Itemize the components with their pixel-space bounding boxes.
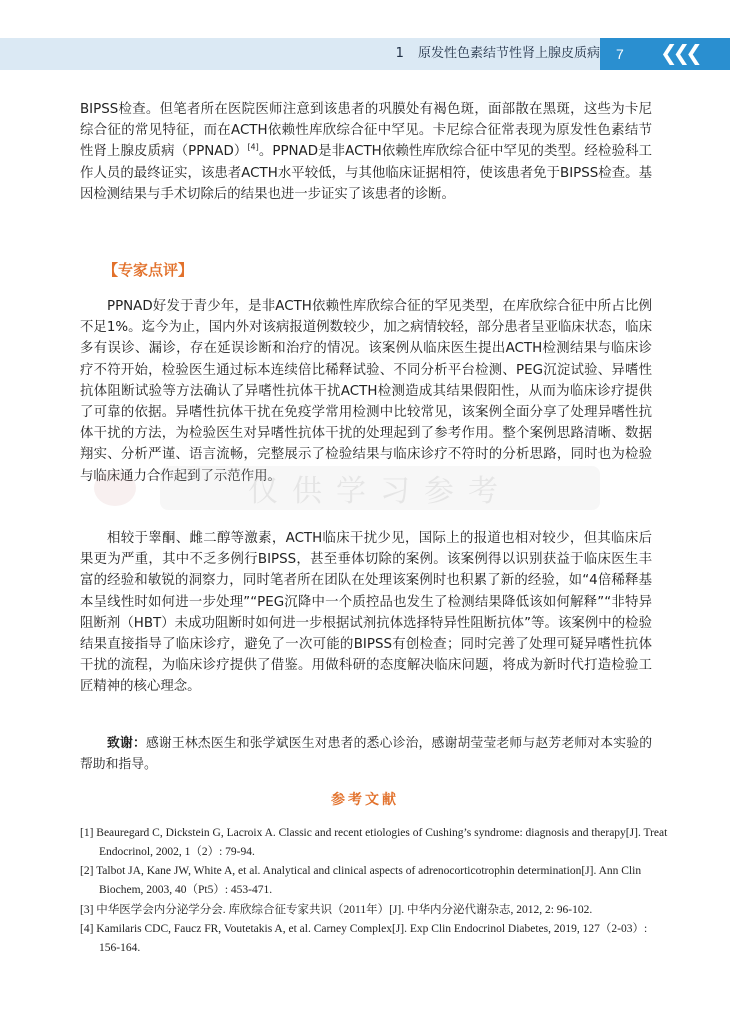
page-number: 7	[616, 46, 624, 62]
paragraph-1-part-b: 。PPNAD是非ACTH依赖性库欣综合征中罕见的类型。经检验科工作人员的最终证实，该患者ACTH水平较低，与其他临床证据相符，使该患者免于BIPSS检查。基因检测结果与手术切除后的结果也进一步证实了该患者的诊断。	[80, 144, 652, 202]
paragraph-1-part-a: BIPSS检查。但笔者所在医院医师注意到该患者的巩膜处有褐色斑，面部散在黑斑，这些为卡尼综合征的常见特征，而在ACTH依赖性库欣综合征中罕见。卡尼综合征常表现为原发性色素结节性肾上腺皮质病（PPNAD）	[80, 102, 652, 160]
chevron-left-icon: ❮❮❮	[660, 41, 698, 65]
reference-item-3: [3] 中华医学会内分泌学分会. 库欣综合征专家共识（2011年）[J]. 中华内分泌代谢杂志, 2012, 2: 96-102.	[80, 904, 593, 916]
paragraph-expert-2: 相较于睾酮、雌二醇等激素，ACTH临床干扰少见，国际上的报道也相对较少，但其临床后果更为严重，其中不乏多例行BIPSS，甚至垂体切除的案例。该案例得以识别获益于临床医生丰富的经验和敏锐的洞察力，同时笔者所在团队在处理该案例时也积累了新的经验，如“4倍稀释基本呈线性时如何进一步处理”“PEG沉降中一个质控品也发生了检测结果降低该如何解释”“非特异阻断剂（HBT）未成功阻断时如何进一步根据试剂抗体选择特异性阻断抗体”等。该案例中的检验结果直接指导了临床诊疗，避免了一次可能的BIPSS有创检查；同时完善了处理可疑异嗜性抗体干扰的流程，为临床诊疗提供了借鉴。用做科研的态度解决临床问题，将成为新时代打造检验工匠精神的核心理念。	[80, 531, 652, 695]
section-heading-expert-comment: 【专家点评】	[103, 261, 194, 279]
chapter-title: 原发性色素结节性肾上腺皮质病	[417, 46, 600, 61]
chapter-number: 1	[395, 46, 404, 61]
paragraph-case-continuation	[80, 99, 652, 205]
acknowledgement-text: 感谢王林杰医生和张学斌医生对患者的悉心诊治，感谢胡莹莹老师与赵芳老师对本实验的帮助和指导。	[80, 736, 653, 773]
reference-item-1: [1] Beauregard C, Dickstein G, Lacroix A. Classic and recent etiologies of Cushing’s syndrome: diagnosis and therapy[J]. Treat Endocrinol, 2002, 1（2）: 79-94.	[80, 827, 668, 858]
watermark: 仅供学习参考	[160, 466, 600, 510]
acknowledgement	[80, 733, 652, 775]
paragraph-expert-1: PPNAD好发于青少年，是非ACTH依赖性库欣综合征的罕见类型，在库欣综合征中所占比例不足1%。迄今为止，国内外对该病报道例数较少，加之病情较轻，部分患者呈亚临床状态，临床多有误诊、漏诊，存在延误诊断和治疗的情况。该案例从临床医生提出ACTH检测结果与临床诊疗不符开始，检验医生通过标本连续倍比稀释试验、不同分析平台检测、PEG沉淀试验、异嗜性抗体阻断试验等方法确认了异嗜性抗体干扰ACTH检测造成其结果假阳性，从而为临床诊疗提供了可靠的依据。异嗜性抗体干扰在免疫学常用检测中比较常见，该案例全面分享了处理异嗜性抗体干扰的方法，为检验医生对异嗜性抗体干扰的处理起到了参考作用。整个案例思路清晰、数据翔实、分析严谨、语言流畅，完整展示了检验结果与临床诊疗不符时的分析思路，同时也为检验与临床通力合作起到了示范作用。	[80, 299, 652, 484]
references-title: 参考文献	[331, 792, 399, 808]
reference-item-2: [2] Talbot JA, Kane JW, White A, et al. Analytical and clinical aspects of adrenocorticotrophin determination[J]. Ann Clin Biochem, 2003, 40（Pt5）: 453-471.	[80, 865, 642, 896]
citation-4: [4]	[247, 142, 259, 152]
running-header	[396, 38, 600, 70]
acknowledgement-label: 致谢：	[107, 736, 146, 751]
reference-item-4: [4] Kamilaris CDC, Faucz FR, Voutetakis A, et al. Carney Complex[J]. Exp Clin Endocrinol Diabetes, 2019, 127（2-03）: 156-164.	[80, 923, 648, 954]
